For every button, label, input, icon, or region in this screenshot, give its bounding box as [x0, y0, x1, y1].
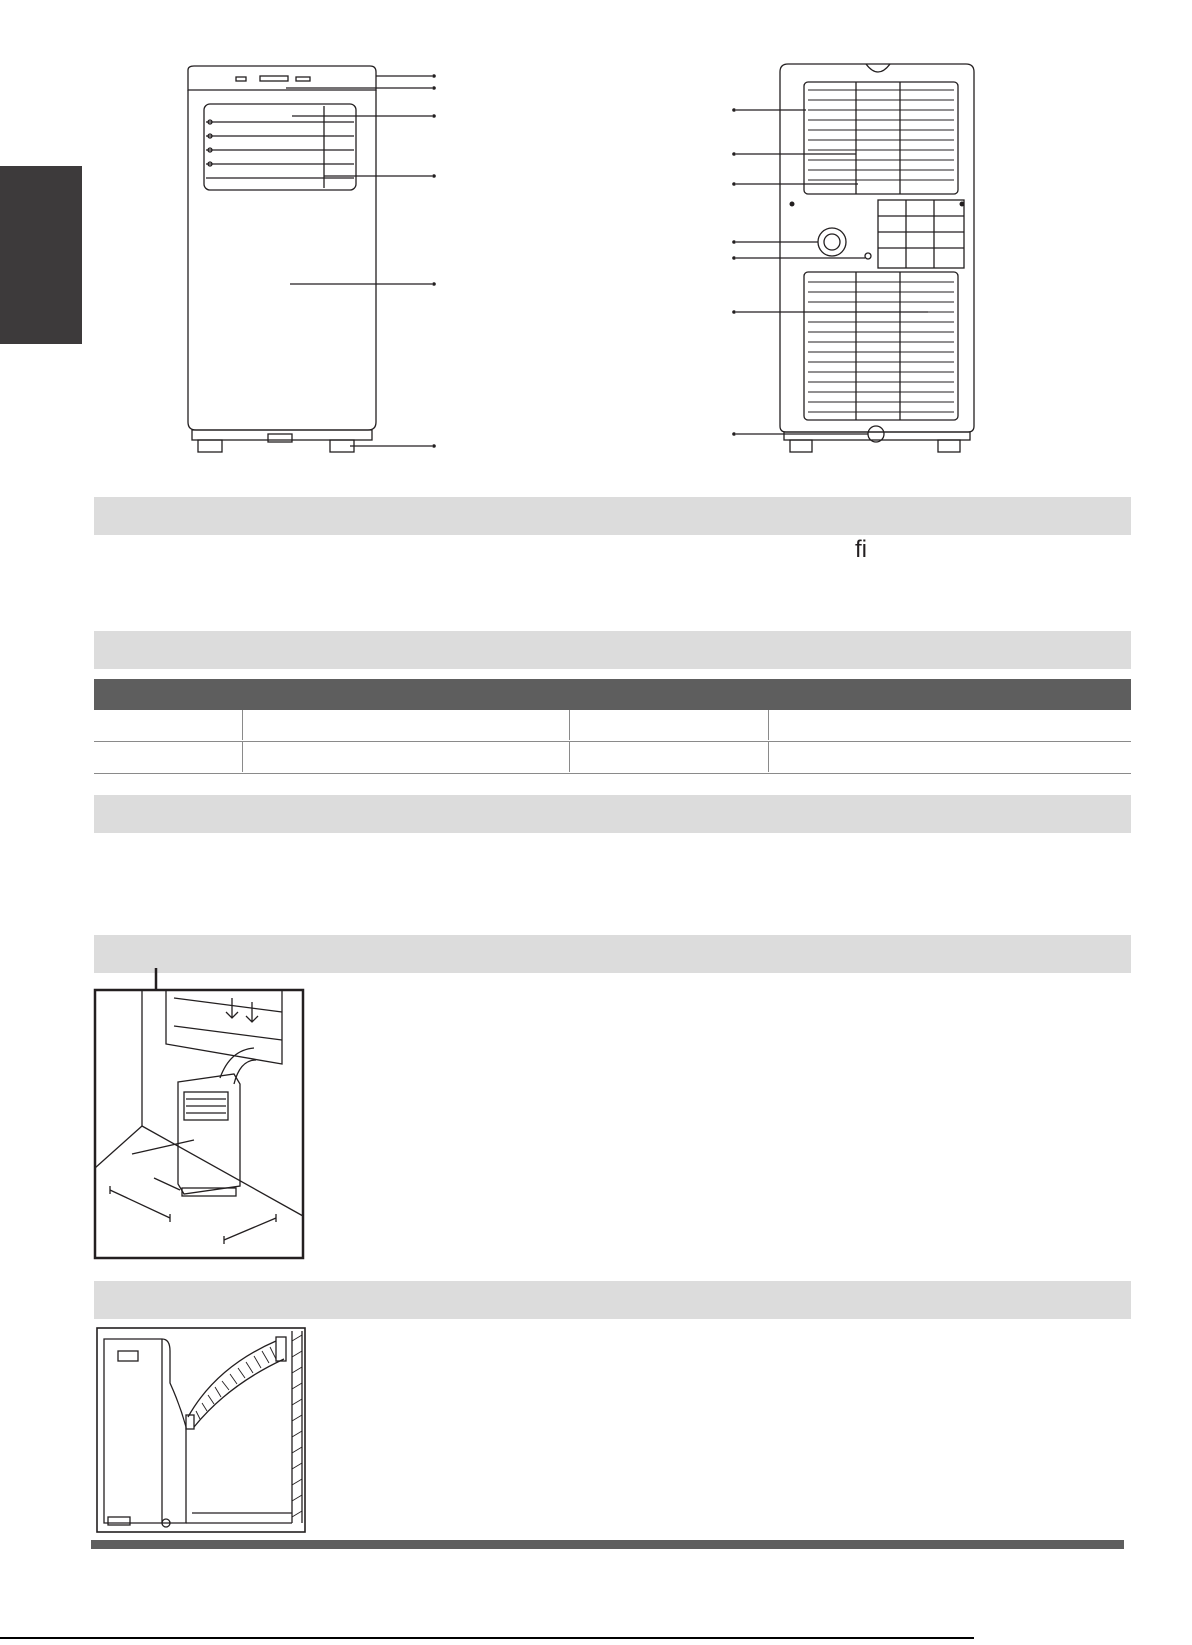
placement-illustration	[94, 968, 306, 1260]
section-header-bar-5	[94, 1281, 1131, 1319]
table-cell	[769, 710, 1131, 740]
table-bottom-rule	[94, 773, 1131, 774]
footer-rule	[91, 1540, 1124, 1549]
chapter-side-tab	[0, 166, 82, 344]
section-header-bar-2	[94, 631, 1131, 669]
table-cell	[243, 710, 570, 740]
section-header-bar-3	[94, 795, 1131, 833]
table-cell	[243, 742, 570, 772]
front-unit-illustration	[180, 62, 460, 462]
table-cell	[769, 742, 1131, 772]
side-view-illustration	[96, 1327, 306, 1533]
table-cell	[94, 742, 243, 772]
table-cell	[94, 710, 243, 740]
section-header-bar-1	[94, 497, 1131, 535]
table-cell	[570, 710, 769, 740]
table-cell	[570, 742, 769, 772]
page-bottom-line	[0, 1637, 974, 1639]
ligature-glyph: ﬁ	[855, 536, 867, 563]
rear-unit-illustration	[728, 60, 988, 460]
spec-table	[94, 710, 1131, 772]
spec-table-header	[94, 679, 1131, 710]
